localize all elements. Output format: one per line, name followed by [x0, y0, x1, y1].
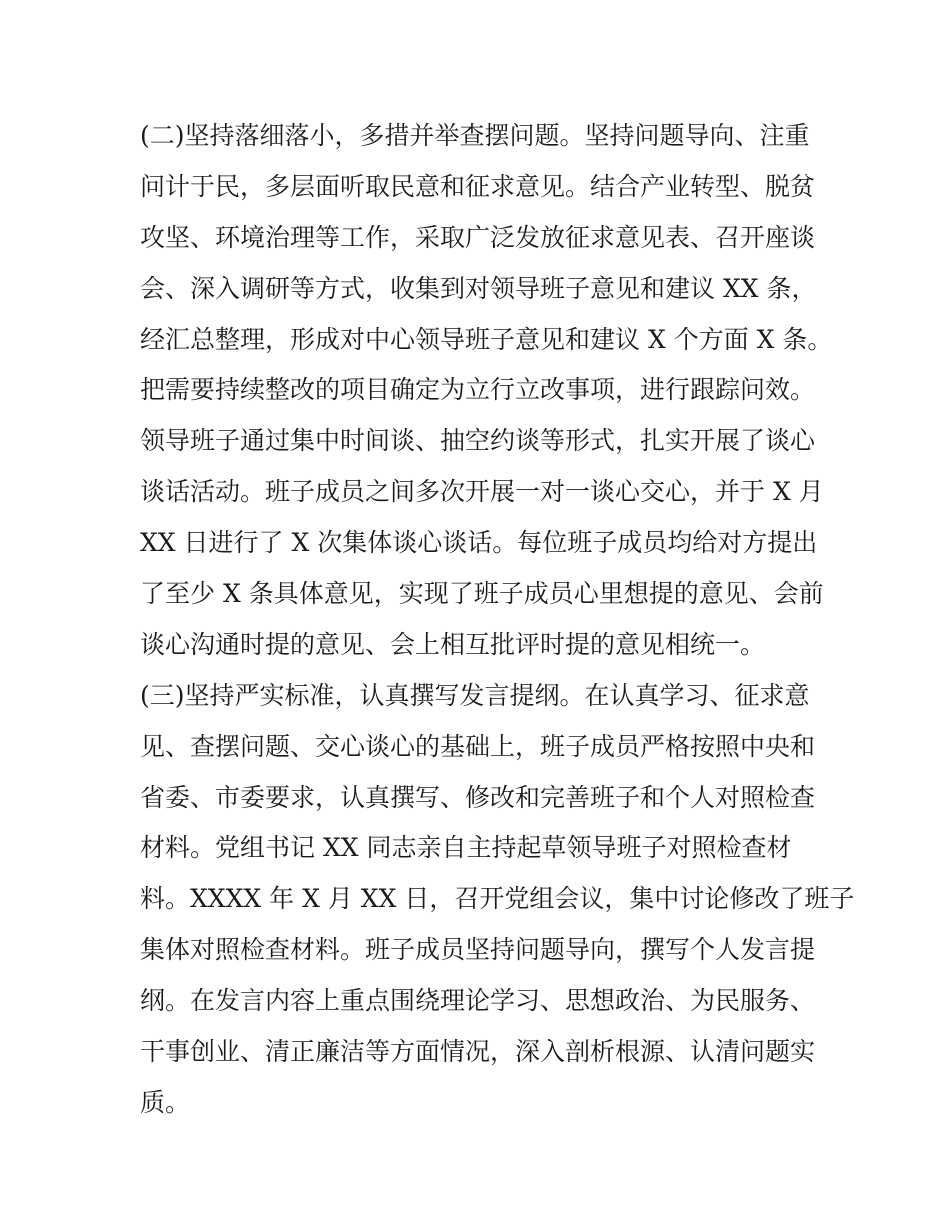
text-line: 材料。党组书记 XX 同志亲自主持起草领导班子对照检查材 [140, 833, 792, 863]
text-line: 谈话活动。班子成员之间多次开展一对一谈心交心，并于 X 月 [140, 477, 824, 507]
text-line: 干事创业、清正廉洁等方面情况，深入剖析根源、认清问题实 [140, 1037, 816, 1067]
text-line: 问计于民，多层面听取民意和征求意见。结合产业转型、脱贫 [140, 171, 816, 201]
text-line: 领导班子通过集中时间谈、抽空约谈等形式，扎实开展了谈心 [140, 426, 816, 456]
text-line: 了至少 X 条具体意见，实现了班子成员心里想提的意见、会前 [140, 579, 824, 609]
text-line: 料。XXXX 年 X 月 XX 日，召开党组会议，集中讨论修改了班子 [140, 884, 855, 914]
text-line: 质。 [140, 1087, 191, 1117]
text-line: 纲。在发言内容上重点围绕理论学习、思想政治、为民服务、 [140, 986, 816, 1016]
text-line: 谈心沟通时提的意见、会上相互批评时提的意见相统一。 [140, 629, 766, 659]
text-line: 集体对照检查材料。班子成员坚持问题导向，撰写个人发言提 [140, 935, 816, 965]
text-line: 见、查摆问题、交心谈心的基础上，班子成员严格按照中央和 [140, 731, 816, 761]
document-body [140, 111, 855, 1129]
text-line: 省委、市委要求，认真撰写、修改和完善班子和个人对照检查 [140, 782, 816, 812]
text-line: 会、深入调研等方式，收集到对领导班子意见和建议 XX 条， [140, 273, 817, 303]
text-line: (二)坚持落细落小，多措并举查摆问题。坚持问题导向、注重 [140, 121, 810, 150]
text-line: (三)坚持严实标准，认真撰写发言提纲。在认真学习、征求意 [140, 680, 810, 710]
text-line: 经汇总整理，形成对中心领导班子意见和建议 X 个方面 X 条。 [140, 324, 833, 354]
text-line: 攻坚、环境治理等工作，采取广泛发放征求意见表、召开座谈 [140, 222, 816, 252]
text-line: 把需要持续整改的项目确定为立行立改事项，进行跟踪问效。 [140, 375, 816, 405]
text-line: XX 日进行了 X 次集体谈心谈话。每位班子成员均给对方提出 [140, 528, 818, 558]
